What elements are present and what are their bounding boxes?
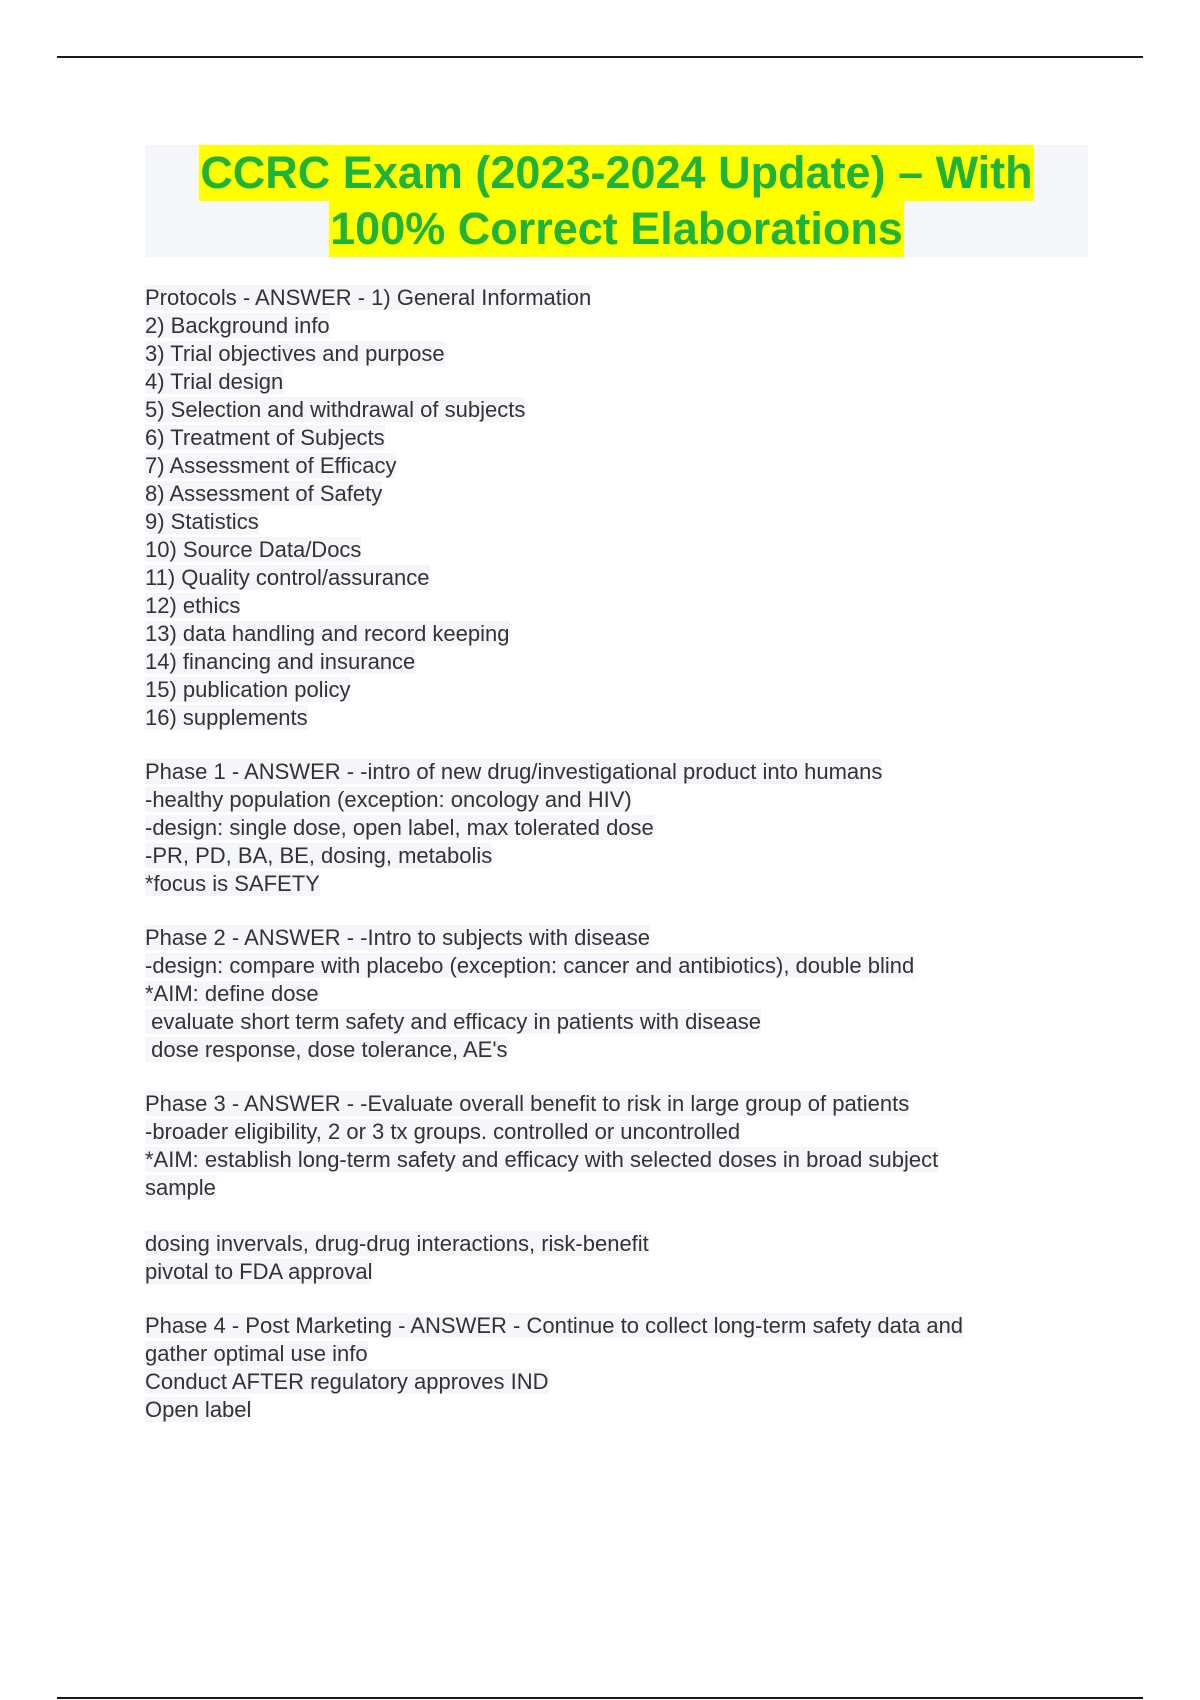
title-line-1: CCRC Exam (2023-2024 Update) – With <box>199 145 1033 201</box>
text-line: 2) Background info <box>145 313 330 338</box>
text-line: 9) Statistics <box>145 509 259 534</box>
text-line: 3) Trial objectives and purpose <box>145 341 445 366</box>
text-line: Phase 2 - ANSWER - -Intro to subjects with disease <box>145 925 650 950</box>
text-line: sample <box>145 1175 216 1200</box>
text-line: 15) publication policy <box>145 677 351 702</box>
text-line: -PR, PD, BA, BE, dosing, metabolis <box>145 843 493 868</box>
text-line: dose response, dose tolerance, AE's <box>145 1037 508 1062</box>
text-line: -broader eligibility, 2 or 3 tx groups. controlled or uncontrolled <box>145 1119 741 1144</box>
section-phase-3 <box>145 1090 1095 1286</box>
text-line: 6) Treatment of Subjects <box>145 425 385 450</box>
text-line: *focus is SAFETY <box>145 871 320 896</box>
title-line-2: 100% Correct Elaborations <box>329 201 904 257</box>
text-line: 12) ethics <box>145 593 241 618</box>
text-line: Conduct AFTER regulatory approves IND <box>145 1369 549 1394</box>
section-phase-4 <box>145 1312 1095 1424</box>
text-line: 16) supplements <box>145 705 308 730</box>
section-phase-1 <box>145 758 1095 898</box>
top-rule <box>57 56 1143 58</box>
text-line: 4) Trial design <box>145 369 284 394</box>
text-line: Phase 1 - ANSWER - -intro of new drug/investigational product into humans <box>145 759 883 784</box>
text-line: Phase 4 - Post Marketing - ANSWER - Continue to collect long-term safety data and <box>145 1313 964 1338</box>
text-line: 8) Assessment of Safety <box>145 481 383 506</box>
text-line: 10) Source Data/Docs <box>145 537 362 562</box>
text-line: -design: single dose, open label, max tolerated dose <box>145 815 654 840</box>
text-line: Open label <box>145 1397 252 1422</box>
blank-line <box>145 1202 1095 1230</box>
text-line: -healthy population (exception: oncology and HIV) <box>145 787 632 812</box>
text-line: gather optimal use info <box>145 1341 368 1366</box>
text-line: Phase 3 - ANSWER - -Evaluate overall benefit to risk in large group of patients <box>145 1091 910 1116</box>
text-line: 11) Quality control/assurance <box>145 565 430 590</box>
text-line: 5) Selection and withdrawal of subjects <box>145 397 526 422</box>
text-line: Protocols - ANSWER - 1) General Information <box>145 285 592 310</box>
section-phase-2 <box>145 924 1095 1064</box>
text-line: *AIM: establish long-term safety and efficacy with selected doses in broad subject <box>145 1147 939 1172</box>
document-body <box>145 284 1095 1450</box>
text-line: -design: compare with placebo (exception: cancer and antibiotics), double blind <box>145 953 915 978</box>
section-protocols <box>145 284 1095 732</box>
text-line: 7) Assessment of Efficacy <box>145 453 397 478</box>
text-line: evaluate short term safety and efficacy in patients with disease <box>145 1009 761 1034</box>
document-title <box>145 145 1088 257</box>
text-line: dosing invervals, drug-drug interactions, risk-benefit <box>145 1231 649 1256</box>
text-line: 14) financing and insurance <box>145 649 416 674</box>
text-line: pivotal to FDA approval <box>145 1259 373 1284</box>
text-line: *AIM: define dose <box>145 981 319 1006</box>
text-line: 13) data handling and record keeping <box>145 621 510 646</box>
bottom-rule <box>57 1697 1143 1699</box>
